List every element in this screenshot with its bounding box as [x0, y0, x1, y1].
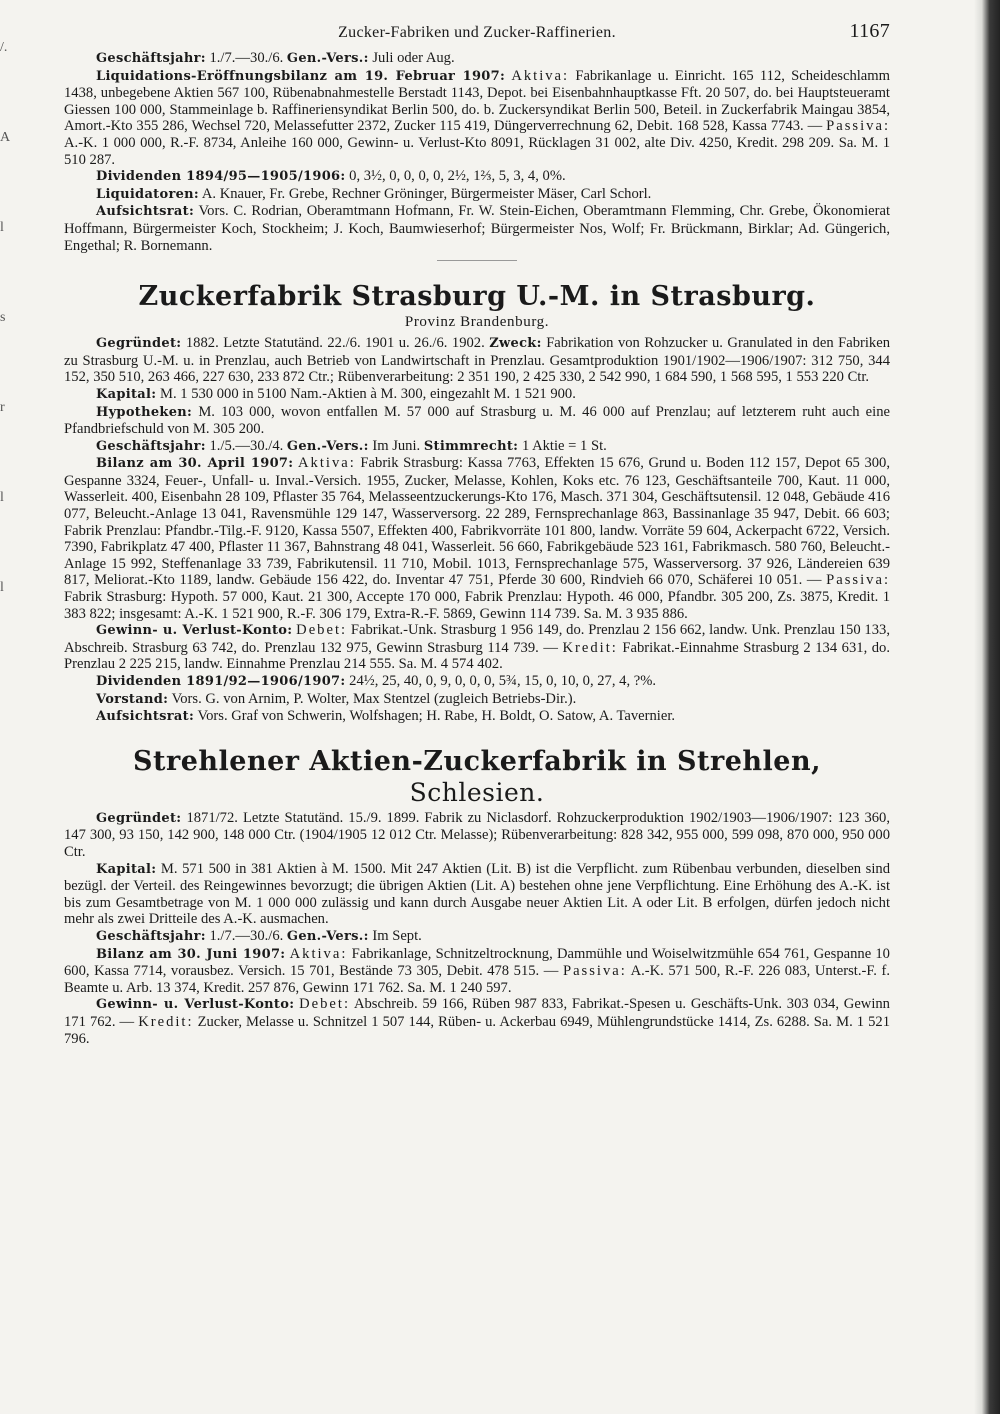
value: M. 103 000, wovon entfallen M. 57 000 auf Strasburg u. M. 46 000 auf Prenzlau; auf letzterem ruht auch eine Pfandbriefschuld von M. 305 200.	[64, 403, 890, 438]
value: Fabrik Strasburg: Kassa 7763, Effekten 15 676, Grund u. Boden 112 157, Depot 65 300, Gespanne 3324, Feuer-, Unfall- u. Inval.-Versich. 1955, Zucker, Melasse, Kohlen, Koks etc. 76 123, Geschäftsanteile 700, Kaut. 11 000, Wasserleit. 400, Eisenbahn 28 109, Pflaster 35 764, Melasseentzuckerungs-Kto 176, Masch. 371 304, Geschäftsutensil. 12 048, Gebäude 416 077, Beleucht.-Anlage 13 041, Ravensmühle 129 147, Wasserversorg. 22 289, Fernsprechanlage 863, Bassinanlage 35 947, Debit. 66 603; Fabrik Prenzlau: Pfandbr.-Tilg.-F. 9120, Kassa 5507, Effekten 400, Fabrikvorräte 101 800, landw. Vorräte 59 604, Ackerpacht 6722, Versich. 7390, Fabrikplatz 47 400, Pflaster 11 367, Bahnstrang 48 041, Wasserleit. 56 660, Fabrikgebäude 523 161, Fabrikmasch. 580 760, Beleucht.-Anlage 15 992, Steffenanlage 33 739, Fabrikutensil. 11 710, Mobil. 1013, Fernsprechanlage 575, Wasserversorg. 37 926, Ländereien 639 817, Meliorat.-Kto 1189, landw. Gebäude 156 422, do. Inventar 47 751, Pferde 30 600, Rindvieh 66 070, Schäferei 10 051. —	[64, 455, 890, 589]
margin-mark: A	[0, 130, 11, 145]
value: Zucker, Melasse u. Schnitzel 1 507 144, Rüben- u. Ackerbau 6949, Mühlengrundstücke 1414, Zs. 6288. Sa. M. 1 521 796.	[64, 1013, 891, 1047]
label: Liquidations-Eröffnungsbilanz am 19. Februar 1907:	[96, 68, 506, 84]
value: A.-K. 1 000 000, R.-F. 8734, Anleihe 160 000, Gewinn- u. Verlust-Kto 8091, Rücklagen 31 002, alte Div. 4250, Kredit. 298 209. Sa. M. 1 510 287.	[64, 134, 890, 168]
left-margin-marks	[0, 40, 14, 670]
kredit-label: Kredit:	[562, 639, 618, 656]
company-subtitle: Provinz Brandenburg.	[404, 314, 550, 331]
label: Aufsichtsrat:	[96, 709, 195, 725]
company-title: Zuckerfabrik Strasburg U.-M. in Strasburg.	[138, 281, 816, 313]
value: A.-K. 571 500, R.-F. 226 083, Unterst.-F. f. Beamte u. Arb. 13 374, Kredit. 257 876, Gewinn 171 762. Sa. M. 1 240 597.	[64, 963, 891, 996]
label: Gewinn- u. Verlust-Konto:	[96, 997, 295, 1013]
company-title-text: Strehlener Aktien-Zuckerfabrik in Strehlen,	[133, 745, 821, 777]
value: Vors. G. von Arnim, P. Wolter, Max Stentzel (zugleich Betriebs-Dir.).	[171, 690, 577, 707]
label: Gegründet:	[96, 810, 182, 826]
entry-bilanz	[64, 946, 890, 997]
label: Gegründet:	[96, 336, 182, 352]
entry-hypotheken	[64, 404, 890, 438]
entry-gegruendet	[64, 810, 890, 861]
value: Fabrikation von Rohzucker u. Granulated in den Fabriken zu Strasburg U.-M. u. in Prenzlau, auch Betrieb von Landwirtschaft in Prenzlau. Gesamtproduktion 1901/1902—1906/1907: 312 750, 344 152, 350 510, 263 466, 227 630, 233 872 Ctr.; Rübenverarbeitung: 2 351 190, 2 425 330, 2 542 990, 1 684 590, 1 568 595, 1 553 220 Ctr.	[64, 335, 890, 386]
value: 1 Aktie = 1 St.	[521, 437, 607, 454]
passiva-label: Passiva:	[826, 118, 890, 135]
section-strehlen	[64, 746, 890, 1047]
label: Kapital:	[96, 861, 157, 877]
page	[64, 18, 890, 1047]
entry-kapital	[64, 386, 890, 404]
label: Aufsichtsrat:	[96, 204, 195, 220]
company-title	[64, 746, 890, 808]
running-header	[64, 18, 890, 50]
passiva-label: Passiva:	[826, 572, 890, 589]
margin-mark: r	[0, 400, 5, 415]
entry-kapital	[64, 861, 890, 928]
page-number: 1167	[849, 20, 890, 42]
entry-liquidatoren	[64, 186, 890, 204]
value: 0, 3½, 0, 0, 0, 0, 2½, 1⅔, 5, 3, 4, 0%.	[349, 168, 566, 185]
debet-label: Debet:	[299, 996, 350, 1013]
value: 24½, 25, 40, 0, 9, 0, 0, 0, 5¾, 15, 0, 10, 0, 27, 4, ?%.	[349, 673, 657, 689]
label: Dividenden 1894/95—1905/1906:	[96, 169, 346, 185]
entry-liquidationsbilanz	[64, 68, 890, 169]
value: 1871/72. Letzte Statutänd. 15./9. 1899. Fabrik zu Niclasdorf. Rohzuckerproduktion 1902/1903—1906/1907: 123 360, 147 300, 93 150, 142 900, 148 000 Ctr. (1904/1905 12 012 Ctr. Melasse); Rübenverarbeitung: 828 342, 955 000, 599 098, 870 000, 950 000 Ctr.	[64, 809, 890, 860]
value: Juli oder Aug.	[372, 50, 455, 66]
kredit-label: Kredit:	[138, 1013, 194, 1030]
label: Hypotheken:	[96, 404, 193, 420]
aktiva-label: Aktiva:	[298, 455, 356, 472]
value: M. 1 530 000 in 5100 Nam.-Aktien à M. 300, eingezahlt M. 1 521 900.	[159, 385, 576, 402]
section-strasburg	[64, 281, 890, 726]
value: Im Sept.	[372, 927, 422, 944]
entry-gewinn-verlust	[64, 996, 890, 1047]
margin-mark: l	[0, 220, 4, 235]
company-location: Schlesien.	[409, 777, 545, 807]
value: Fabrikat.-Einnahme Strasburg 2 134 631, do. Prenzlau 2 225 215, landw. Einnahme Prenzlau 214 555. Sa. M. 4 574 402.	[64, 639, 890, 673]
margin-mark: /.	[0, 40, 8, 55]
label: Gen.-Vers.:	[286, 51, 369, 66]
value: Fabrikanlage u. Einricht. 165 112, Scheideschlamm 1438, unbegebene Aktien 567 100, Rübenabnahmestelle Berstadt 1143, Depot. bei Eisenbahnhauptkasse Fft. 20 507, do. bei Hauptsteueramt Giessen 100 000, Stammeinlage b. Raffineriensyndikat Berlin 500, do. b. Zuckersyndikat Berlin 500, Beteil. in Zuckerfabrik Maingau 3854, Amort.-Kto 355 286, Wechsel 720, Melassefutter 2372, Zucker 115 419, Düngerverrechnung 62, Debit. 168 528, Kassa 7743. —	[64, 67, 890, 135]
aktiva-label: Aktiva:	[289, 945, 348, 962]
value: Fabrikanlage, Schnitzeltrocknung, Dammühle und Woiselwitzmühle 654 761, Gespanne 10 600, Kassa 7714, vorausbez. Versich. 15 701, Bestände 73 305, Debit. 478 515. —	[64, 945, 890, 980]
passiva-label: Passiva:	[562, 963, 627, 980]
debet-label: Debet:	[296, 622, 348, 639]
label: Gen.-Vers.:	[286, 438, 369, 454]
section-previous-company	[64, 50, 890, 261]
entry-geschaeftsjahr	[64, 50, 890, 68]
value: Im Juni.	[372, 437, 421, 454]
value: 1./5.—30./4.	[209, 437, 284, 454]
entry-gegruendet	[64, 335, 890, 386]
value: Vors. Graf von Schwerin, Wolfshagen; H. Rabe, H. Boldt, O. Satow, A. Tavernier.	[197, 708, 676, 725]
label: Gen.-Vers.:	[286, 928, 369, 944]
entry-gewinn-verlust	[64, 622, 890, 673]
entry-bilanz	[64, 455, 890, 622]
value: 1./7.—30./6.	[209, 927, 284, 944]
label: Geschäftsjahr:	[96, 928, 206, 944]
label: Zweck:	[489, 336, 542, 352]
label: Stimmrecht:	[423, 438, 519, 454]
aktiva-label: Aktiva:	[511, 67, 570, 84]
value: Fabrik Strasburg: Hypoth. 57 000, Kaut. 21 300, Accepte 170 000, Fabrik Prenzlau: Hypoth. 46 000, Pfandbr. 305 200, Zs. 3875, Kredit. 1 383 822; insgesamt: A.-K. 1 521 900, R.-F. 306 179, Extra-R.-F. 5869, Gewinn 114 739. Sa. M. 3 935 886.	[64, 589, 890, 622]
label: Dividenden 1891/92—1906/1907:	[96, 674, 346, 689]
label: Gewinn- u. Verlust-Konto:	[96, 623, 293, 639]
label: Vorstand:	[96, 691, 169, 707]
section-divider	[437, 260, 517, 261]
label: Geschäftsjahr:	[96, 51, 206, 66]
value: Abschreib. 59 166, Rüben 987 833, Fabrikat.-Spesen u. Geschäfts-Unk. 303 034, Gewinn 171 762. —	[64, 996, 890, 1030]
entry-aufsichtsrat	[64, 708, 890, 726]
value: 1./7.—30./6.	[209, 50, 284, 66]
label: Geschäftsjahr:	[96, 438, 206, 454]
value: M. 571 500 in 381 Aktien à M. 1500. Mit 247 Aktien (Lit. B) ist die Verpflicht. zum Rübenbau verbunden, dieselben sind bezügl. der Verteil. des Reingewinnes bevorzugt; die übrigen Aktien (Lit. A) bestehen ohne jene Verpflichtung. Eine Erhöhung des A.-K. ist bis zum Gesamtbetrage von M. 1 000 000 zulässig und kann durch Ausgabe neuer Aktien Lit. A oder Lit. B erfolgen, dürfen jedoch nicht mehr als zwei Dritteile des A.-K. ausmachen.	[64, 860, 890, 928]
value: Vors. C. Rodrian, Oberamtmann Hofmann, Fr. W. Stein-Eichen, Oberamtmann Flemming, Chr. Grebe, Ökonomierat Hoffmann, Bürgermeister Koch, Stockheim; J. Koch, Baumwieserhof; Bürgermeister Nos, Wolf; Fr. Brückmann, Birklar; Ad. Güngerich, Engethal; R. Bornemann.	[64, 203, 891, 254]
value: 1882. Letzte Statutänd. 22./6. 1901 u. 26./6. 1902.	[185, 335, 485, 352]
label: Bilanz am 30. April 1907:	[96, 456, 294, 472]
margin-mark: l	[0, 580, 4, 595]
margin-mark: s	[0, 310, 6, 325]
margin-mark: l	[0, 490, 4, 505]
value: Fabrikat.-Unk. Strasburg 1 956 149, do. Prenzlau 2 156 662, landw. Unk. Prenzlau 150 133, Abschreib. Strasburg 63 742, do. Prenzlau 132 975, Gewinn Strasburg 114 739. —	[64, 622, 890, 656]
entry-aufsichtsrat	[64, 203, 890, 254]
running-title: Zucker-Fabriken und Zucker-Raffinerien.	[338, 24, 616, 41]
label: Bilanz am 30. Juni 1907:	[96, 946, 286, 962]
page-edge-shadow	[974, 0, 1000, 1414]
label: Kapital:	[96, 386, 157, 402]
value: A. Knauer, Fr. Grebe, Rechner Gröninger, Bürgermeister Mäser, Carl Schorl.	[201, 185, 652, 202]
label: Liquidatoren:	[96, 186, 200, 202]
entry-geschaeftsjahr	[64, 438, 890, 456]
entry-dividenden	[64, 673, 890, 691]
entry-geschaeftsjahr	[64, 928, 890, 946]
entry-vorstand	[64, 691, 890, 709]
entry-dividenden	[64, 168, 890, 186]
